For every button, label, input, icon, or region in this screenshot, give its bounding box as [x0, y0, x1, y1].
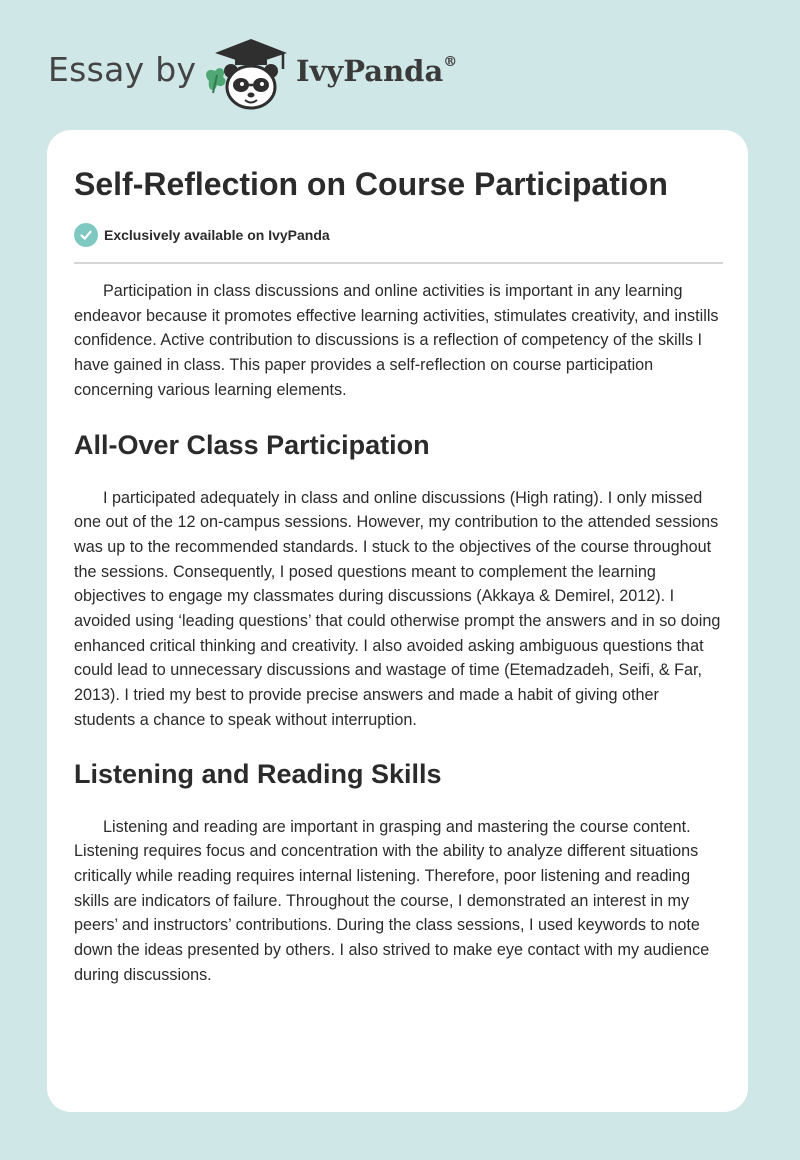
listening-paragraph: Listening and reading are important in grasping and mastering the course content. Listening requires focus and concentration with the ability to analyze different situations critically while reading requires internal listening. Therefore, poor listening and reading skills are indicators of failure. Throughout the course, I demonstrated an interest in my peers’ and instructors’ contributions. During the class sessions, I used keywords to note down the ideas presented by others. I also strived to make eye contact with my audience during discussions.	[74, 817, 710, 984]
registered-mark: ®	[443, 54, 458, 71]
essay-body	[74, 279, 724, 987]
brand-name[interactable]: IvyPanda®	[296, 54, 458, 88]
section-heading-participation: All-Over Class Participation	[74, 429, 430, 460]
essay-by-label: Essay by	[48, 50, 197, 89]
intro-paragraph: Participation in class discussions and online activities is important in any learning endeavor because it promotes effective learning activities, stimulates creativity, and instills confidence. Active contribution to discussions is a reflection of competency of the skills I have gained in class. This paper provides a self-reflection on course participation concerning various learning elements.	[74, 282, 719, 399]
badge-label: Exclusively available on IvyPanda	[104, 227, 330, 243]
panda-graduate-icon[interactable]	[201, 35, 301, 111]
essay-card	[47, 130, 748, 1112]
site-header	[48, 30, 568, 114]
exclusive-badge	[74, 222, 330, 248]
check-circle-icon	[74, 223, 98, 247]
divider	[74, 262, 723, 264]
page-title: Self-Reflection on Course Participation	[74, 166, 668, 202]
participation-paragraph: I participated adequately in class and online discussions (High rating). I only missed one out of the 12 on-campus sessions. However, my contribution to the attended sessions was up to the recommended standards. I stuck to the objectives of the course throughout the sessions. Consequently, I posed questions meant to complement the learning objectives to engage my classmates during discussions (Akkaya & Demirel, 2012). I avoided using ‘leading questions’ that could otherwise prompt the answers and in so doing enhanced critical thinking and creativity. I also avoided asking ambiguous questions that could lead to unnecessary discussions and wastage of time (Etemadzadeh, Seifi, & Far, 2013). I tried my best to provide precise answers and made a habit of giving other students a chance to speak without interruption.	[74, 488, 721, 729]
section-heading-listening: Listening and Reading Skills	[74, 758, 442, 789]
